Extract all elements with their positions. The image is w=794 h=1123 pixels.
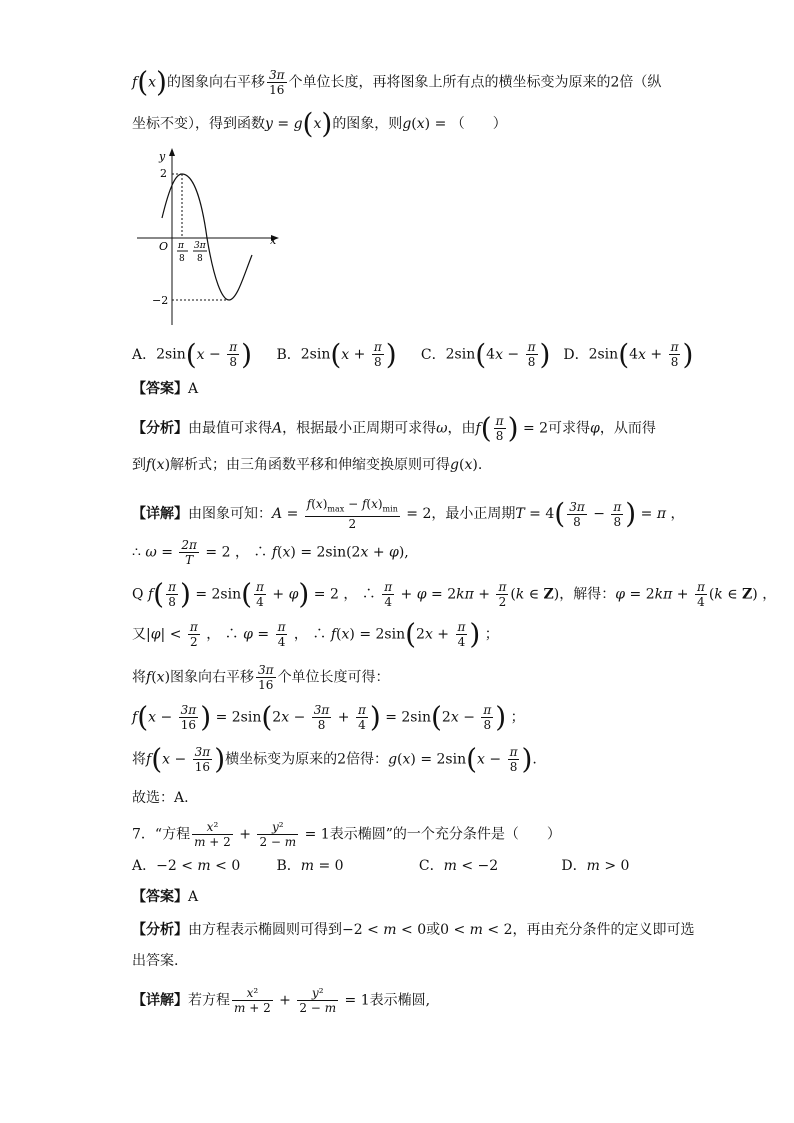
q7-analysis-1: 【分析】由方程表示椭圆则可得到−2 < m < 0或0 < m < 2，再由充分条件的定义即可选 xyxy=(132,922,695,938)
tick-3pi-8-den: 8 xyxy=(197,254,203,264)
origin-label: O xyxy=(159,240,169,253)
q6-detail-3: Q f( $\frac{\pi}{8}$ ) = 2sin( $\frac{\pi}{4}$ + φ) = 2 ， ∴ $\frac{\pi}{4}$ + φ = 2kπ + $\frac{\pi}{2}$ (k ∈ Z)，解得：φ = 2kπ + $\frac{\pi}{4}$ (k ∈ Z) ， xyxy=(132,577,777,611)
q7-stem: 7．“方程 $\frac{\text{x²}}{m + 2}$ + $\frac{\text{y²}}{2 - m}$ = 1表示椭圆”的一个充分条件是（ ） xyxy=(132,820,561,849)
q6-detail-2: ∴ ω = $\frac{2\pi}{T}$ = 2 ， ∴ f(x) = 2sin(2x + φ), xyxy=(132,538,409,567)
sine-curve xyxy=(162,174,252,300)
q6-stem-line2: 坐标不变），得到函数y = g(x)的图象，则g(x) = （ ） xyxy=(132,107,507,140)
q6-options: A．2sin(x − $\frac{\pi}{8}$ ) B．2sin(x + $\frac{\pi}{8}$ ) C．2sin(4x − $\frac{\pi}{8}$ ) D．2sin(4x + $\frac{\pi}{8}$ ) xyxy=(132,337,694,371)
q6-detail-5: 将f(x)图象向右平移 $\frac{3\pi}{16}$ 个单位长度可得： xyxy=(132,663,390,692)
y-top-label: 2 xyxy=(160,167,167,180)
q6-answer: 【答案】A xyxy=(132,381,199,397)
q6-analysis-1: 【分析】由最值可求得A，根据最小正周期可求得ω，由f( $\frac{\pi}{8}$ ) = 2可求得φ，从而得 xyxy=(132,411,656,445)
q6-detail-7: 将f(x − $\frac{3\pi}{16}$ )横坐标变为原来的2倍得：g(x) = 2sin(x − $\frac{\pi}{8}$ ). xyxy=(132,742,537,776)
q7-analysis-2: 出答案. xyxy=(132,953,179,969)
y-axis-label: y xyxy=(159,150,166,163)
q6-stem-line1: f(x)的图象向右平移 $\frac{3\pi}{16}$ 个单位长度，再将图象上所有点的横坐标变为原来的2倍（纵 xyxy=(132,65,662,99)
q6-conclusion: 故选：A. xyxy=(132,790,189,806)
q6-analysis-2: 到f(x)解析式；由三角函数平移和伸缩变换原则可得g(x). xyxy=(132,457,483,473)
y-bottom-label: −2 xyxy=(152,294,169,307)
x-axis-label: x xyxy=(270,234,277,247)
tick-pi-8-num: π xyxy=(178,241,184,251)
q7-answer: 【答案】A xyxy=(132,889,199,905)
q7-detail-1: 【详解】若方程 $\frac{\text{x²}}{m + 2}$ + $\frac{\text{y²}}{2 - m}$ = 1表示椭圆, xyxy=(132,986,431,1015)
tick-3pi-8-num: 3π xyxy=(194,241,206,251)
q6-detail-4: 又|φ| < $\frac{\pi}{2}$ ， ∴ φ = $\frac{\pi}{4}$ ， ∴ f(x) = 2sin(2x + $\frac{\pi}{4}$ ) ； xyxy=(132,617,499,651)
q6-detail-1: 【详解】由图象可知：A = $\frac{f(x)_{max} - f(x)_{min}}{2}$ = 2，最小正周期T = 4( $\frac{3\pi}{8}$ − $\frac{\pi}{8}$ ) = π ， xyxy=(132,497,685,532)
q6-detail-6: f(x − $\frac{3\pi}{16}$ ) = 2sin(2x − $\frac{3\pi}{8}$ + $\frac{\pi}{4}$ ) = 2sin(2x − $\frac{\pi}{8}$ ) ； xyxy=(132,700,525,734)
sine-graph xyxy=(132,140,292,330)
q7-options: A．−2 < m < 0 B．m = 0 C．m < −2 D．m > 0 xyxy=(132,858,630,874)
tick-pi-8-den: 8 xyxy=(179,254,185,264)
shift-fraction: $\frac{3\pi}{16}$ xyxy=(268,68,285,97)
